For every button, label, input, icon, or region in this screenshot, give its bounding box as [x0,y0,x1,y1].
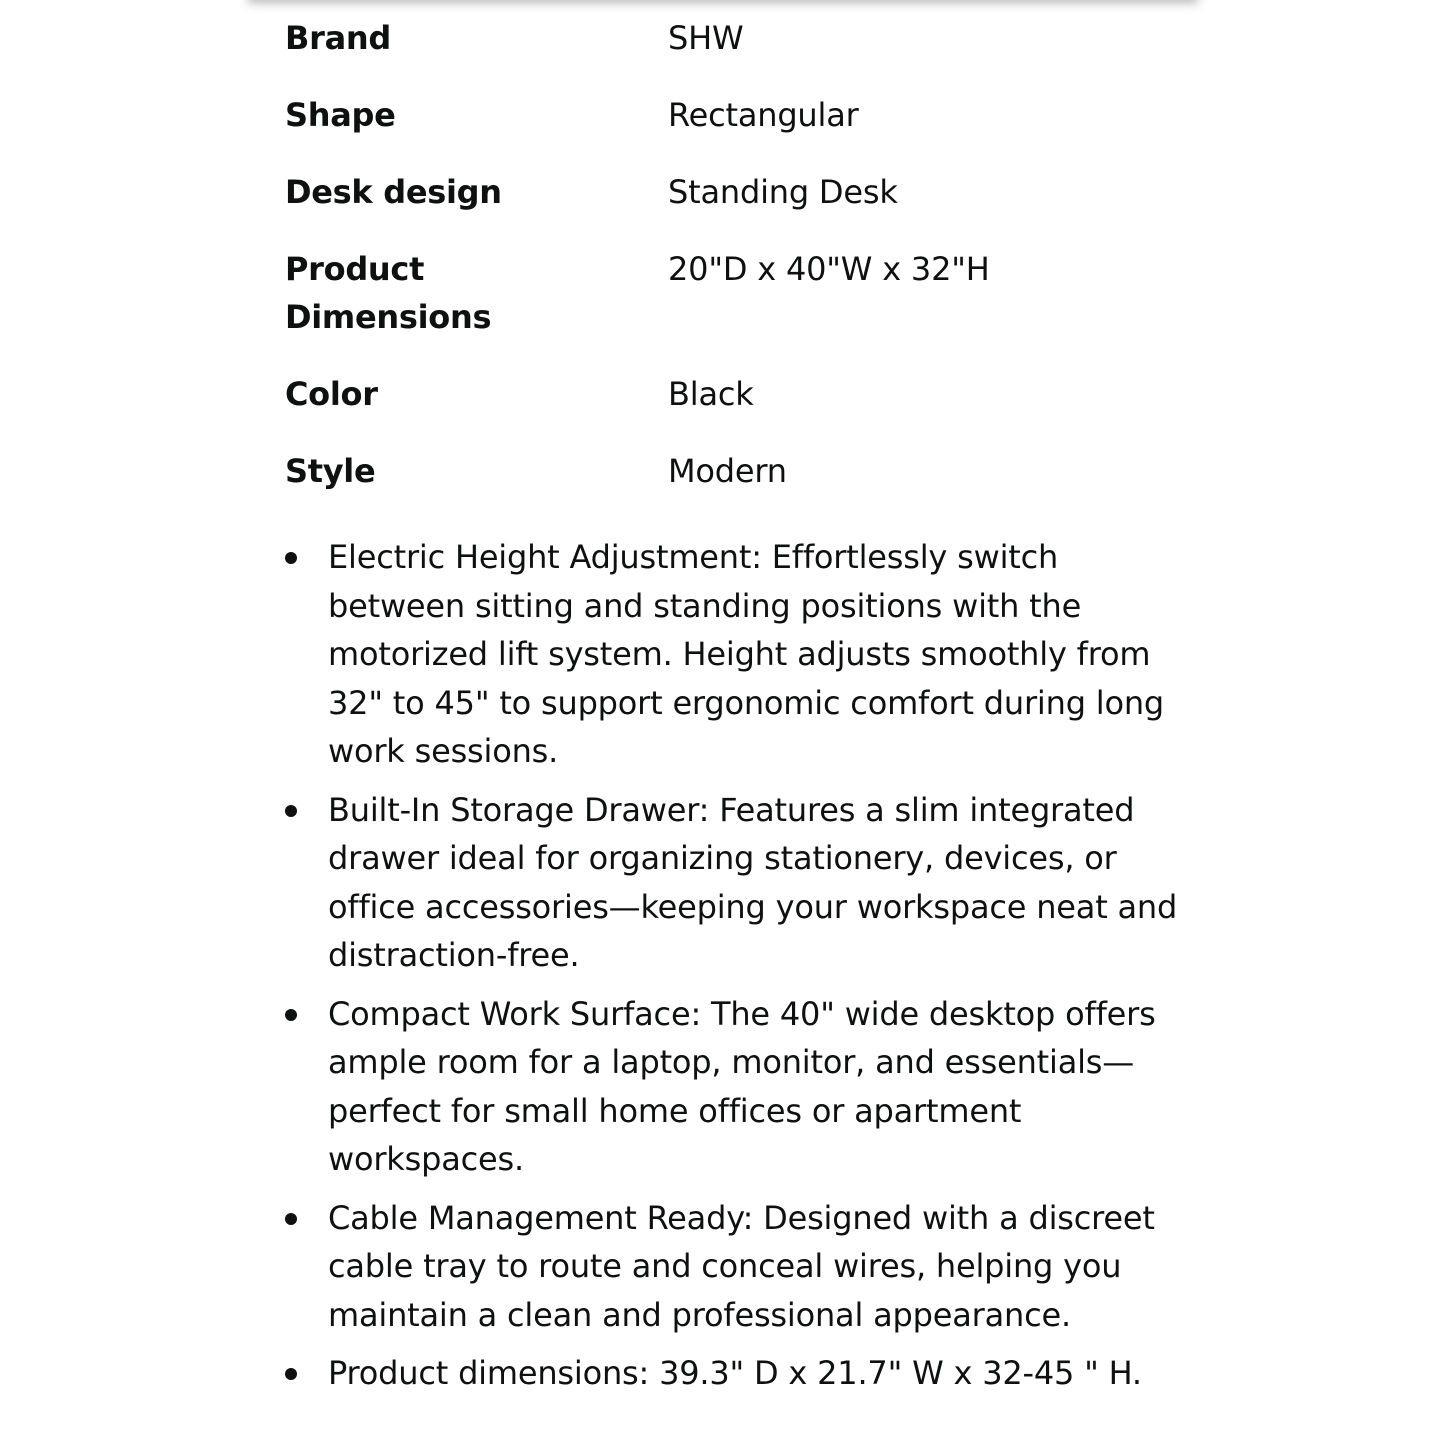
product-specs-table [285,14,1165,524]
bullet-dot-icon [285,552,297,564]
spec-value: Modern [668,452,787,490]
spec-label: Color [285,375,378,413]
spec-label: Desk design [285,173,502,211]
list-item [285,786,1185,980]
feature-bullet-list [285,533,1185,1408]
spec-row-desk-design [285,168,1165,216]
spec-value: Standing Desk [668,173,898,211]
spec-label: Shape [285,96,396,134]
spec-value: Black [668,375,754,413]
bullet-dot-icon [285,805,297,817]
spec-value: SHW [668,19,744,57]
spec-row-product-dimensions [285,245,1165,341]
bullet-text: Built-In Storage Drawer: Features a slim integrated drawer ideal for organizing stationery, devices, or office accessories—keeping your workspace neat and distraction-free. [328,790,1178,974]
bullet-text: Product dimensions: 39.3" D x 21.7" W x 32-45 " H. [328,1354,1142,1392]
bullet-dot-icon [285,1213,297,1225]
bullet-dot-icon [285,1368,297,1380]
list-item [285,990,1185,1184]
bullet-text: Compact Work Surface: The 40" wide desktop offers ample room for a laptop, monitor, and essentials—perfect for small home offices or apartment workspaces. [328,994,1156,1178]
spec-label: Style [285,452,376,490]
spec-row-color [285,370,1165,418]
spec-row-brand [285,14,1165,62]
bullet-text: Cable Management Ready: Designed with a discreet cable tray to route and conceal wires, helping you maintain a clean and professional appearance. [328,1198,1155,1334]
list-item [285,1194,1185,1340]
bullet-text: Electric Height Adjustment: Effortlessly switch between sitting and standing positions with the motorized lift system. Height adjusts smoothly from 32" to 45" to support ergonomic comfort during long work sessions. [328,538,1165,770]
spec-value: 20"D x 40"W x 32"H [668,250,990,288]
list-item [285,533,1185,776]
spec-label: Product Dimensions [285,250,492,336]
spec-label: Brand [285,19,391,57]
spec-row-shape [285,91,1165,139]
spec-value: Rectangular [668,96,859,134]
list-item [285,1349,1185,1398]
bullet-dot-icon [285,1009,297,1021]
spec-row-style [285,447,1165,495]
